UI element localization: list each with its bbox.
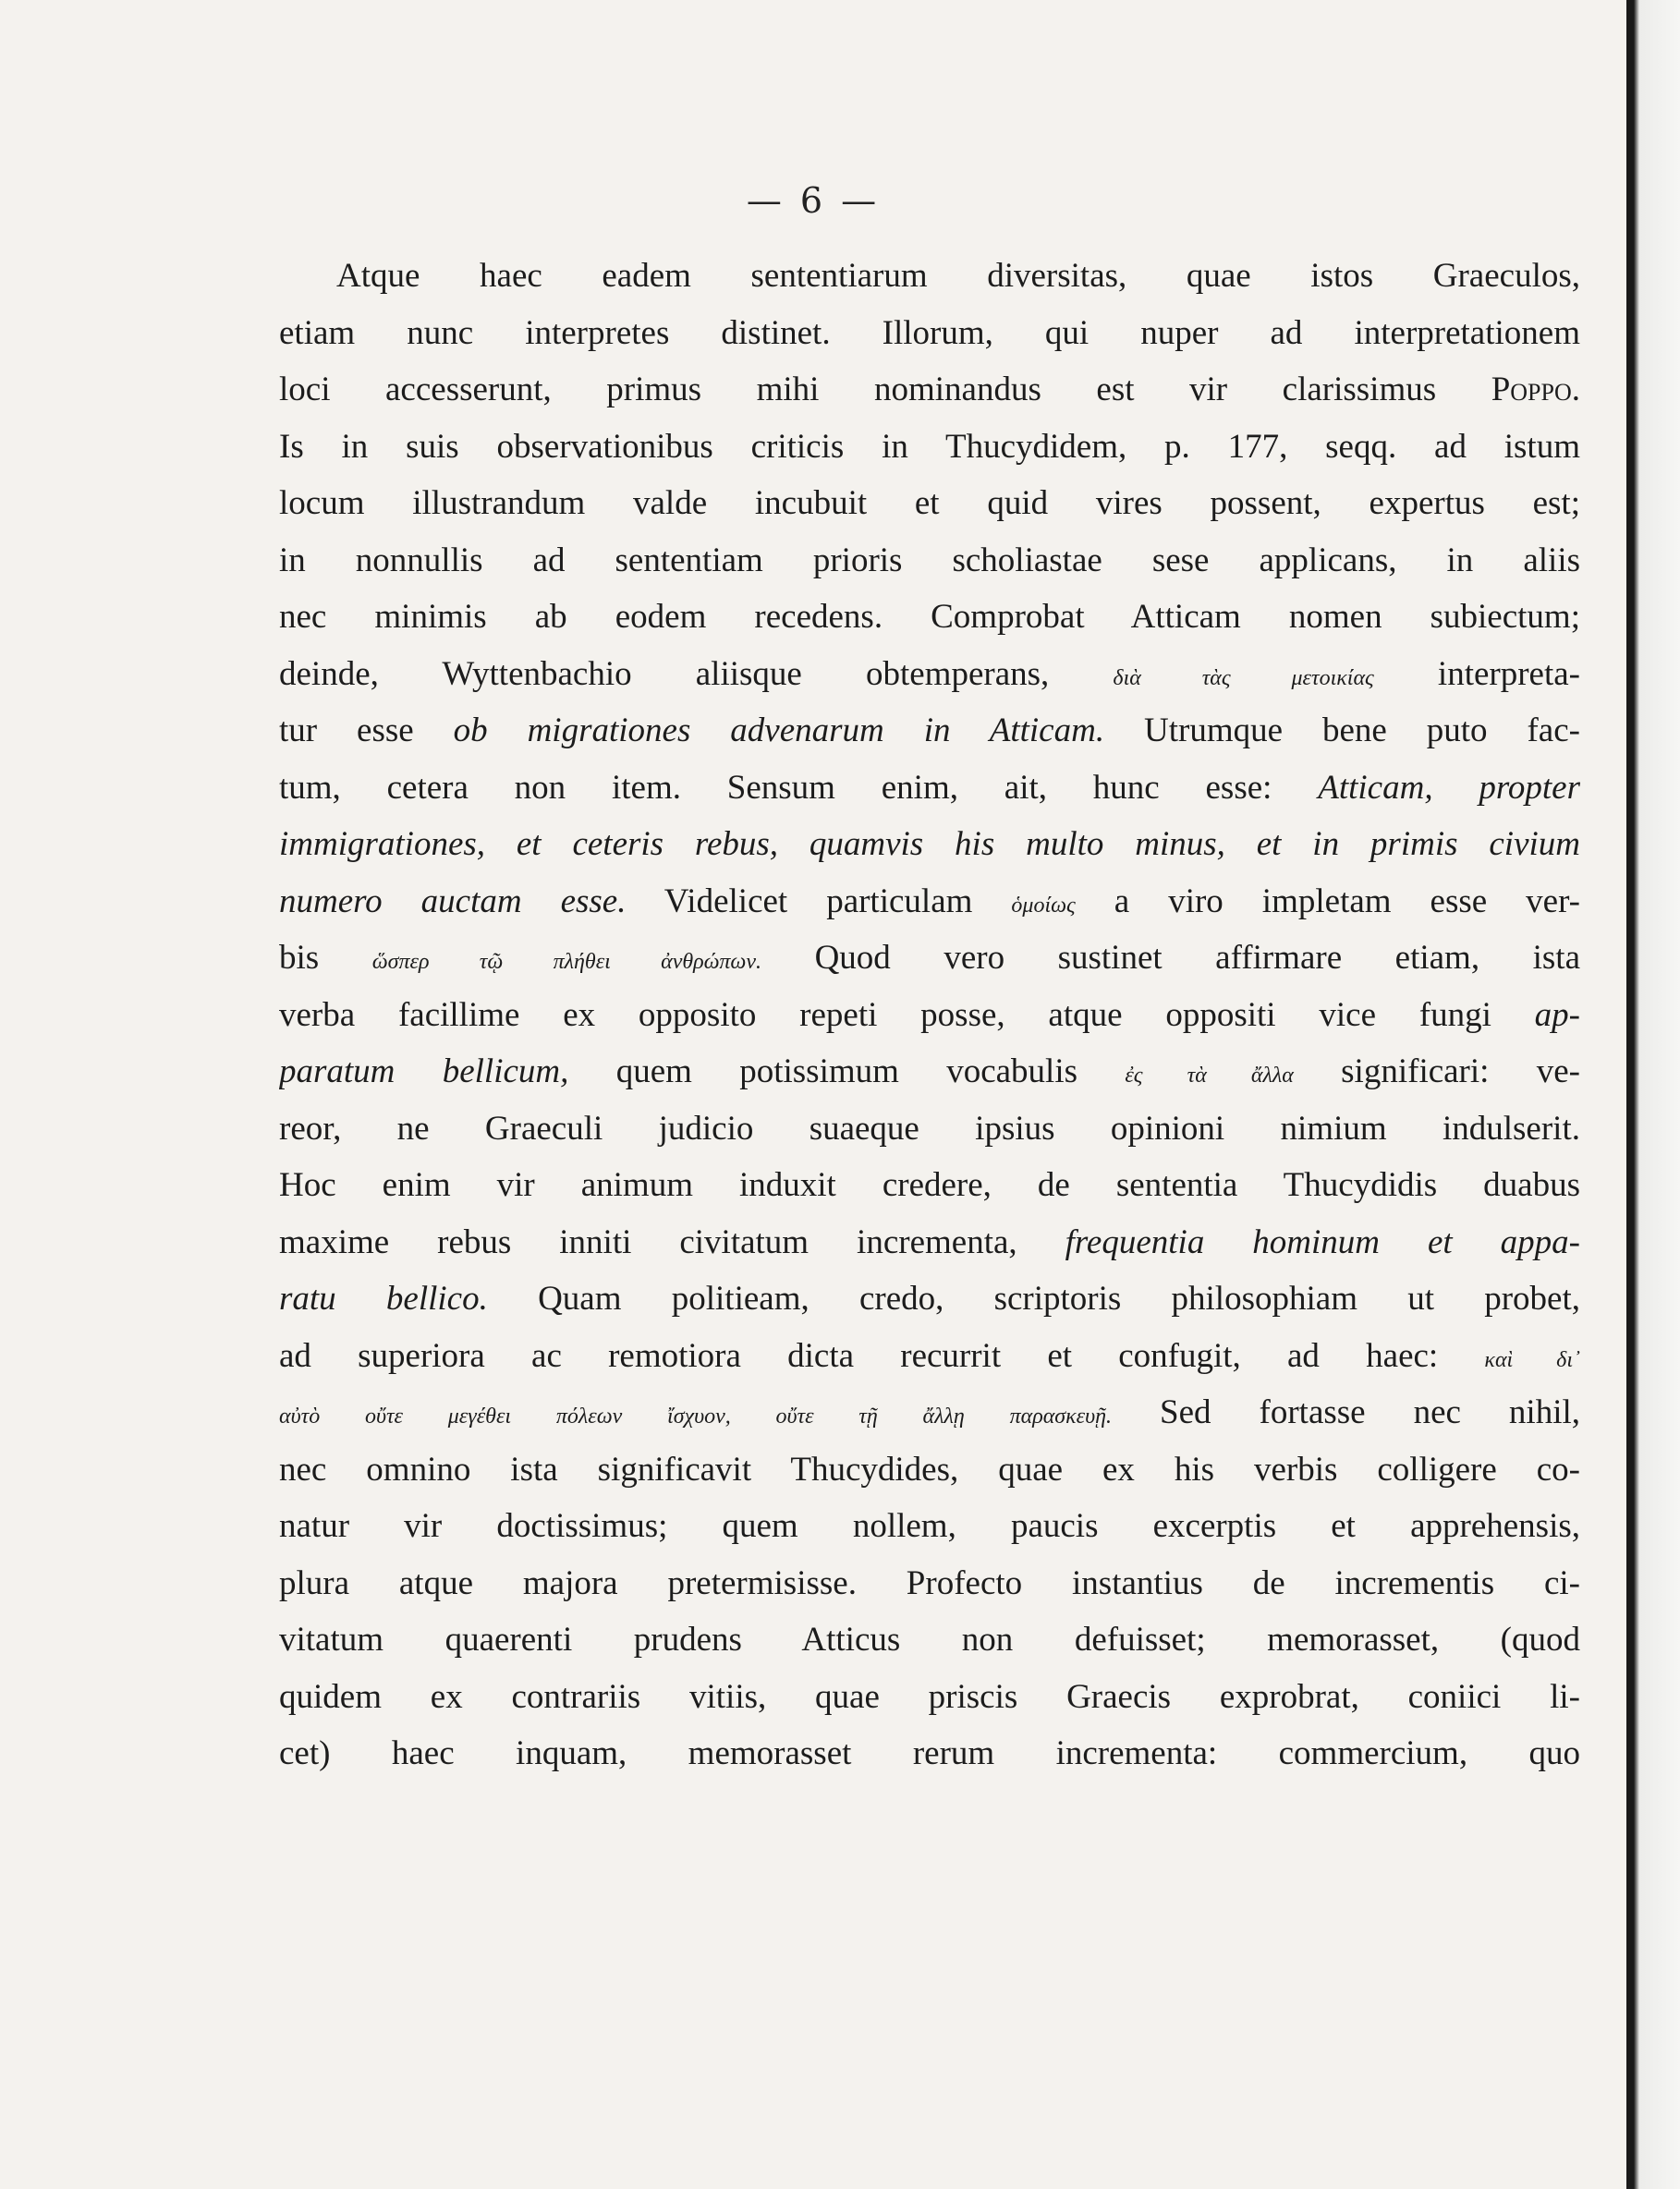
text-line [279, 361, 1580, 419]
text-line [279, 1043, 1580, 1101]
text-segment: Is in suis observationibus criticis in Thucydidem, p. 177, seqq. ad istum [279, 427, 1580, 466]
text-segment: vitatum quaerenti prudens Atticus non defuisset; memorasset, (quod [279, 1621, 1580, 1659]
text-line [279, 1214, 1580, 1271]
text-segment: ad superiora ac remotiora dicta recurrit et confugit, ad haec: [279, 1336, 1485, 1375]
text-line [279, 1611, 1580, 1669]
italic-text: ratu bellico. [279, 1280, 488, 1318]
text-line [279, 1441, 1580, 1499]
italic-text: paratum bellicum, [279, 1052, 569, 1090]
text-segment: cet) haec inquam, memorasset rerum incrementa: commercium, quo [279, 1734, 1580, 1772]
text-line [279, 987, 1580, 1044]
greek-text: διὰ τὰς μετοικίας [1113, 665, 1374, 690]
text-segment: tur esse [279, 711, 454, 749]
text-line [279, 646, 1580, 703]
text-segment: Quod vero sustinet affirmare etiam, ista [761, 939, 1580, 977]
greek-text: ὥσπερ τῷ πλήθει ἀνθρώπων. [371, 950, 762, 974]
text-line [279, 419, 1580, 476]
text-segment: loci accesserunt, primus mihi nominandus est vir clarissimus [279, 371, 1491, 408]
text-line [279, 589, 1580, 646]
text-segment: Sed fortasse nec nihil, [1112, 1393, 1580, 1431]
greek-text: καὶ δι᾽ [1484, 1347, 1580, 1372]
text-line [279, 816, 1580, 873]
italic-text: Atticam, propter [1318, 768, 1580, 807]
text-segment: natur vir doctissimus; quem nollem, paucis excerptis et apprehensis, [279, 1507, 1580, 1545]
text-segment: nec omnino ista significavit Thucydides, quae ex his verbis colligere co- [279, 1450, 1580, 1489]
italic-text: immigrationes, et ceteris rebus, quamvis his multo minus, et in primis civium [279, 825, 1580, 863]
text-segment: Videlicet particulam [626, 882, 1012, 920]
greek-text: αὐτὸ οὔτε μεγέθει πόλεων ἴσχυον, οὔτε τῇ ἄλλῃ παρασκευῇ. [279, 1405, 1113, 1429]
text-segment: maxime rebus inniti civitatum incrementa, [279, 1222, 1065, 1261]
text-segment: reor, ne Graeculi judicio suaeque ipsius opinioni nimium indulserit. [279, 1109, 1580, 1148]
text-line [279, 1101, 1580, 1158]
body-text [279, 248, 1580, 1782]
text-segment: bis [279, 939, 372, 977]
text-segment: Utrumque bene puto fac- [1104, 711, 1580, 749]
text-segment: quidem ex contrariis vitiis, quae priscis Graecis exprobrat, coniici li- [279, 1677, 1580, 1716]
page-edge [1626, 0, 1680, 2189]
text-segment: Atque haec eadem sententiarum diversitas, quae istos Graeculos, [336, 257, 1580, 295]
text-segment: interpreta- [1373, 654, 1580, 693]
italic-text: frequentia hominum et appa- [1065, 1222, 1580, 1261]
greek-text: ὁμοίως [1011, 893, 1076, 918]
text-segment: plura atque majora pretermisisse. Profecto instantius de incrementis ci- [279, 1563, 1580, 1602]
text-segment: in nonnullis ad sententiam prioris scholiastae sese applicans, in aliis [279, 541, 1580, 579]
text-segment: Quam politieam, credo, scriptoris philosophiam ut probet, [487, 1280, 1580, 1318]
text-line [279, 1498, 1580, 1555]
text-line [279, 1271, 1580, 1328]
text-segment: etiam nunc interpretes distinet. Illorum, qui nuper ad interpretationem [279, 313, 1580, 352]
text-segment: Hoc enim vir animum induxit credere, de sententia Thucydidis duabus [279, 1166, 1580, 1204]
text-segment: a viro impletam esse ver- [1075, 882, 1580, 920]
text-line [279, 1157, 1580, 1214]
page-number: — 6 — [746, 180, 881, 221]
text-segment: quem potissimum vocabulis [568, 1052, 1126, 1090]
text-segment: locum illustrandum valde incubuit et quid vires possent, expertus est; [279, 484, 1580, 522]
text-segment: tum, cetera non item. Sensum enim, ait, hunc esse: [279, 768, 1319, 807]
text-line [279, 930, 1580, 987]
text-line [279, 475, 1580, 532]
greek-text: ἐς τὰ ἄλλα [1125, 1064, 1294, 1088]
text-line [279, 1669, 1580, 1726]
italic-text: numero auctam esse. [279, 882, 627, 920]
text-segment: verba facillime ex opposito repeti posse, atque oppositi vice fungi [279, 995, 1535, 1034]
text-segment: deinde, Wyttenbachio aliisque obtemperans, [279, 654, 1114, 693]
text-line [279, 248, 1580, 305]
text-segment: significari: ve- [1293, 1052, 1580, 1090]
text-line [279, 1725, 1580, 1782]
text-line [279, 760, 1580, 817]
text-segment: Poppo. [1491, 371, 1580, 408]
text-line [279, 702, 1580, 760]
text-line [279, 1328, 1580, 1385]
text-line [279, 1384, 1580, 1441]
text-line [279, 305, 1580, 362]
italic-text: ob migrationes advenarum in Atticam. [453, 711, 1105, 749]
text-line [279, 1555, 1580, 1612]
italic-text: ap- [1534, 995, 1580, 1034]
text-line [279, 873, 1580, 930]
text-line [279, 532, 1580, 590]
text-segment: nec minimis ab eodem recedens. Comprobat Atticam nomen subiectum; [279, 598, 1580, 636]
